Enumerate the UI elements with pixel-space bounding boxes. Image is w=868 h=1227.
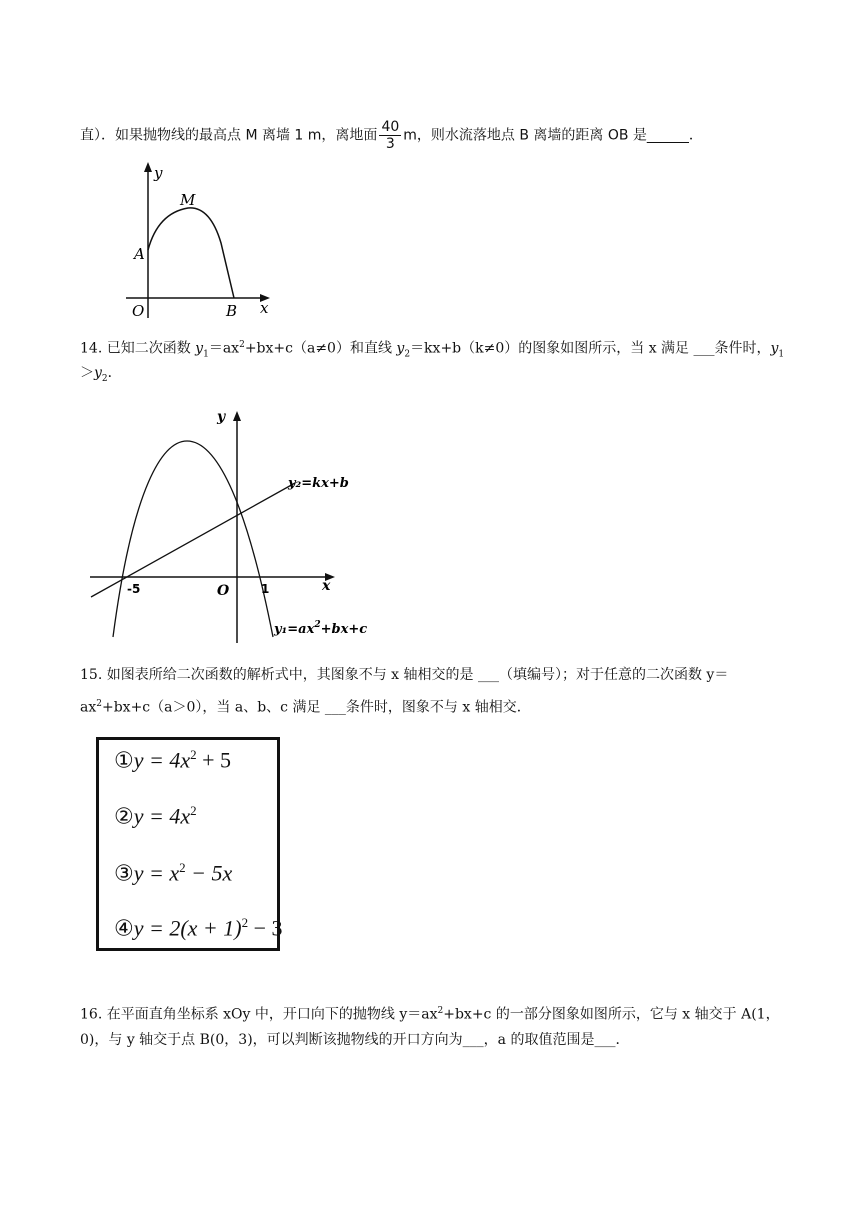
q15-r3-b: − 5x: [185, 860, 233, 886]
q14-y1: y: [195, 340, 204, 357]
q14-parabola-label: [273, 620, 367, 637]
q15-box-row-2: [114, 803, 197, 829]
q13-b-label: B: [226, 302, 238, 320]
q15-r4-b: − 3: [248, 915, 283, 941]
circled-3: ③: [114, 860, 134, 886]
q14-sub1: 1: [203, 349, 209, 360]
q14-parab-label-sq: 2: [314, 620, 321, 630]
q16-line1-b: +bx+c 的一部分图象如图所示，它与 x 轴交于 A(1，: [443, 1006, 780, 1023]
q14-gt: ＞: [80, 365, 94, 381]
q15-r4-sq: 2: [241, 915, 249, 930]
q15-box-row-1: [114, 747, 231, 773]
q14-neg5-label: -5: [127, 582, 141, 596]
q14-y-arrow: [233, 411, 241, 421]
q13-text-b: m，则水流落地点 B 离墙的距离 OB 是______．: [403, 127, 703, 144]
q14-figure: [85, 405, 385, 650]
q14-line-label: y₂=kx+b: [288, 476, 349, 491]
q15-sq: 2: [96, 699, 102, 709]
q15-box-row-3: [114, 860, 232, 886]
q15-r3-a: y = x: [133, 860, 180, 886]
q16-line1: [80, 1001, 780, 1025]
q15-r1-sq: 2: [190, 747, 197, 762]
q13-o-label: O: [132, 302, 145, 320]
q15-ax: ax: [80, 699, 97, 716]
q15-r2-a: y = 4x: [133, 803, 191, 829]
q14-parabola-y1: [113, 441, 273, 637]
fraction-denominator: 3: [385, 136, 395, 152]
q15-r2-sq: 2: [190, 803, 197, 818]
q14-one-label: 1: [261, 582, 270, 596]
fraction: [379, 119, 401, 152]
q14-sub1b: 1: [778, 349, 785, 360]
circled-1: ①: [114, 747, 134, 773]
q14-sub2: 2: [404, 349, 411, 360]
q13-y-label: y: [154, 164, 163, 182]
q13-text: [80, 119, 703, 152]
q14-end: ．: [107, 365, 122, 381]
q14-y2b: y: [94, 365, 102, 381]
q13-x-label: x: [260, 299, 269, 317]
q16-line1-a: 16. 在平面直角坐标系 xOy 中，开口向下的抛物线 y＝ax: [80, 1006, 438, 1023]
q14-o-label: O: [217, 583, 230, 599]
q14-line2: [80, 363, 122, 389]
q15-r1-a: y = 4x: [133, 747, 191, 773]
q15-r3-sq: 2: [179, 860, 186, 875]
q14-sq1: 2: [239, 340, 245, 350]
q14-parab-label-b: +bx+c: [320, 622, 368, 637]
fraction-numerator: 40: [381, 119, 400, 135]
q15-r1-b: + 5: [196, 747, 232, 773]
q14-y1b: y: [770, 340, 779, 357]
q13-a-label: A: [134, 245, 145, 263]
q15-r4-a: y = 2(x + 1): [133, 915, 242, 941]
q14-eq2: ＝kx+b（k≠0）的图象如图所示，当 x 满足 ___条件时，: [410, 340, 771, 357]
q15-line1: 15. 如图表所给二次函数的解析式中，其图象不与 x 轴相交的是 ___（填编号）；对于任意的二次函数 y＝: [80, 667, 729, 683]
q14-prefix: 14. 已知二次函数: [80, 340, 196, 357]
q15-box-row-4: [114, 915, 283, 941]
q14-x-label: x: [322, 578, 331, 594]
q13-figure: [118, 158, 278, 328]
q16-line2: 0)，与 y 轴交于点 B(0，3)，可以判断该抛物线的开口方向为___，a 的取值范围是___．: [80, 1032, 630, 1048]
q14-eq1b: +bx+c（a≠0）和直线: [244, 340, 397, 357]
q15-line2: [80, 694, 531, 718]
q13-y-arrow: [144, 162, 152, 172]
circled-2: ②: [114, 803, 134, 829]
q14-line1: [80, 335, 784, 364]
circled-4: ④: [114, 915, 134, 941]
q14-y-label: y: [217, 409, 226, 425]
q15-rest: +bx+c（a＞0），当 a、b、c 满足 ___条件时，图象不与 x 轴相交．: [101, 699, 531, 716]
q14-y2: y: [396, 340, 405, 357]
q14-sub2b: 2: [101, 373, 108, 384]
q13-parabola: [148, 208, 234, 298]
q16-sq: 2: [437, 1006, 444, 1016]
q14-eq1: ＝ax: [208, 340, 240, 357]
q14-parab-label-a: y₁=ax: [274, 622, 315, 637]
q13-text-a: 直）．如果抛物线的最高点 M 离墙 1 m，离地面: [80, 127, 378, 144]
q13-m-label: M: [180, 191, 196, 209]
